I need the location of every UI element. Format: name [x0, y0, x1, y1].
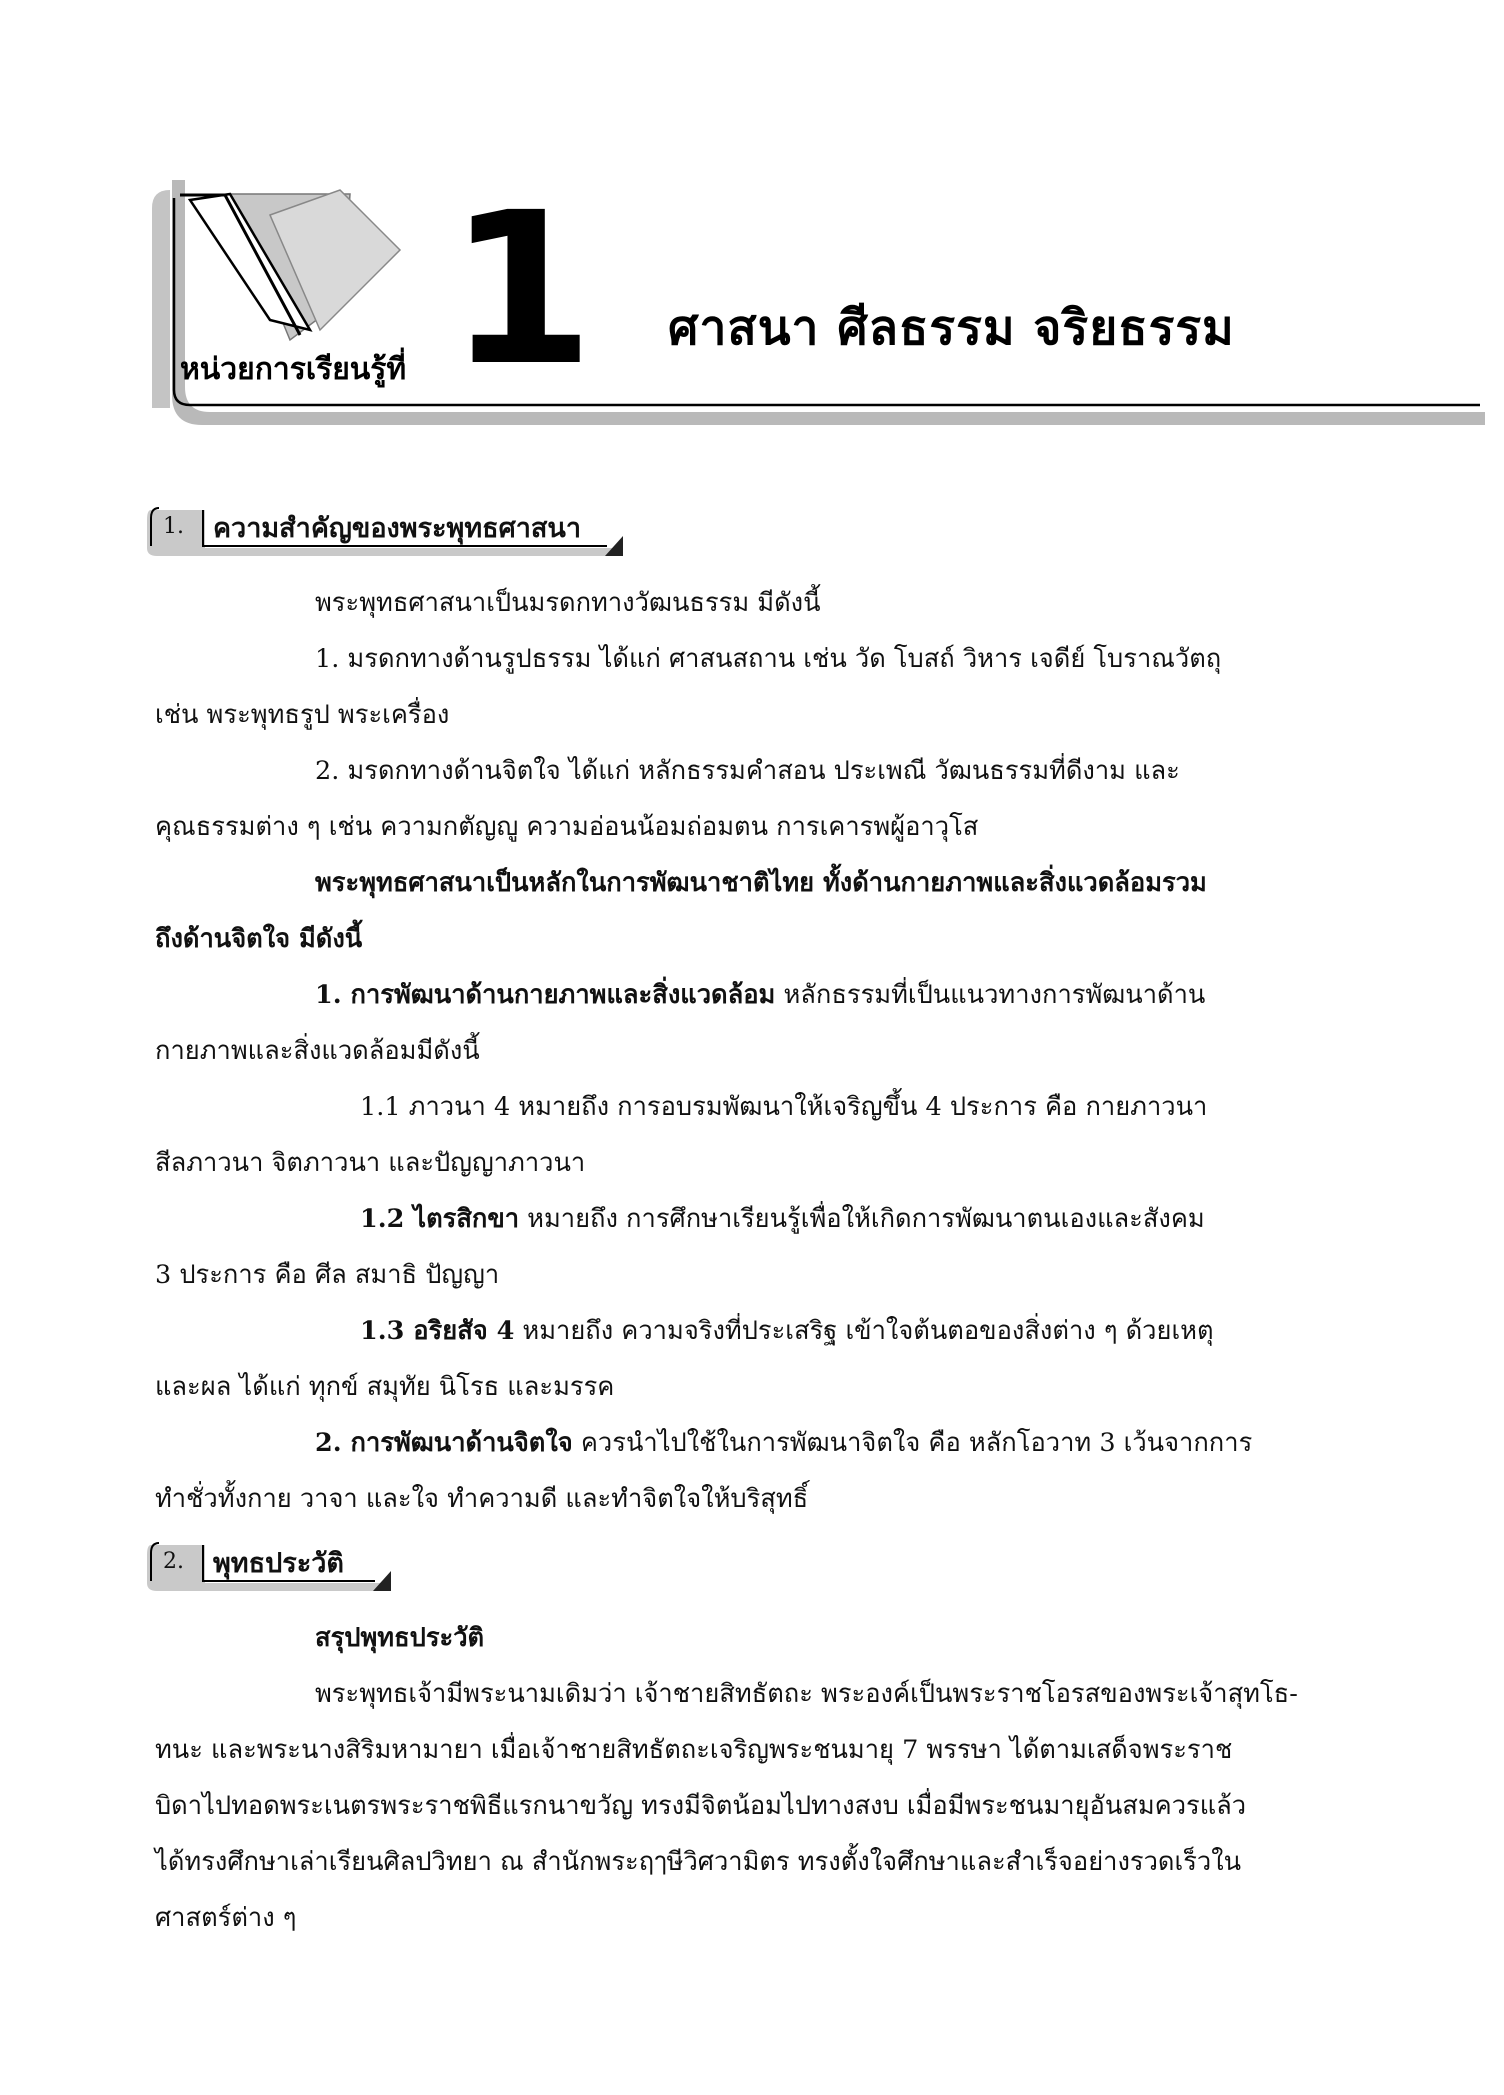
s1-sub1-2-text: หมายถึง การศึกษาเรียนรู้เพื่อให้เกิดการพัฒนาตนเองและสังคม [519, 1204, 1205, 1234]
s1-sub1-1-cont: สีลภาวนา จิตภาวนา และปัญญาภาวนา [155, 1148, 586, 1178]
s1-dev1-text: หลักธรรมที่เป็นแนวทางการพัฒนาด้าน [775, 980, 1206, 1010]
s1-dev1-cont: กายภาพและสิ่งแวดล้อมมีดังนี้ [155, 1036, 480, 1066]
chapter-label: หน่วยการเรียนรู้ที่ [180, 352, 407, 387]
s1-dev2 [155, 1415, 1330, 1471]
s1-sub1-3-text: หมายถึง ความจริงที่ประเสริฐ เข้าใจต้นตอของสิ่งต่าง ๆ ด้วยเหตุ [514, 1316, 1214, 1346]
s1-dev1 [155, 967, 1330, 1023]
section-1-number: 1. [163, 514, 184, 539]
s2-line4: ได้ทรงศึกษาเล่าเรียนศิลปวิทยา ณ สำนักพระฤๅษีวิศวามิตร ทรงตั้งใจศึกษาและสำเร็จอย่างรวดเร็วใน [155, 1847, 1242, 1877]
s1-dev2-cont: ทำชั่วทั้งกาย วาจา และใจ ทำความดี และทำจิตใจให้บริสุทธิ์ [155, 1484, 809, 1514]
s1-dev1-head: 1. การพัฒนาด้านกายภาพและสิ่งแวดล้อม [315, 980, 776, 1010]
s1-sub1-3-cont: และผล ได้แก่ ทุกข์ สมุทัย นิโรธ และมรรค [155, 1372, 615, 1402]
s1-item1: 1. มรดกทางด้านรูปธรรม ได้แก่ ศาสนสถาน เช่น วัด โบสถ์ วิหาร เจดีย์ โบราณวัตถุ [315, 644, 1222, 674]
s1-principle-cont: ถึงด้านจิตใจ มีดังนี้ [155, 924, 363, 954]
s2-line3: บิดาไปทอดพระเนตรพระราชพิธีแรกนาขวัญ ทรงมีจิตน้อมไปทางสงบ เมื่อมีพระชนมายุอันสมควรแล้ว [155, 1791, 1247, 1821]
s1-intro: พระพุทธศาสนาเป็นมรดกทางวัฒนธรรม มีดังนี้ [315, 588, 821, 618]
s1-sub1-1: 1.1 ภาวนา 4 หมายถึง การอบรมพัฒนาให้เจริญขึ้น 4 ประการ คือ กายภาวนา [360, 1092, 1208, 1122]
s1-dev2-text: ควรนำไปใช้ในการพัฒนาจิตใจ คือ หลักโอวาท 3 เว้นจากการ [572, 1428, 1253, 1458]
chapter-title: ศาสนา ศีลธรรม จริยธรรม [668, 300, 1235, 356]
s1-dev2-head: 2. การพัฒนาด้านจิตใจ [315, 1428, 573, 1458]
section-1-header [145, 500, 645, 560]
s1-principle: พระพุทธศาสนาเป็นหลักในการพัฒนาชาติไทย ทั้งด้านกายภาพและสิ่งแวดล้อมรวม [315, 868, 1207, 898]
s1-sub1-2 [155, 1191, 1330, 1247]
section-1-title: ความสำคัญของพระพุทธศาสนา [213, 513, 582, 544]
section-2-header [145, 1535, 405, 1595]
s1-item2-cont: คุณธรรมต่าง ๆ เช่น ความกตัญญู ความอ่อนน้อมถ่อมตน การเคารพผู้อาวุโส [155, 812, 979, 842]
s2-line1: พระพุทธเจ้ามีพระนามเดิมว่า เจ้าชายสิทธัตถะ พระองค์เป็นพระราชโอรสของพระเจ้าสุทโธ- [315, 1679, 1298, 1709]
s2-line5: ศาสตร์ต่าง ๆ [155, 1903, 297, 1933]
s1-sub1-3-head: 1.3 อริยสัจ 4 [360, 1316, 515, 1346]
section-2-body [155, 1610, 1330, 1946]
s2-subheading: สรุปพุทธประวัติ [315, 1623, 485, 1653]
section-2-title: พุทธประวัติ [213, 1548, 344, 1579]
section-2-number: 2. [163, 1549, 184, 1574]
s1-item1-cont: เช่น พระพุทธรูป พระเครื่อง [155, 700, 450, 730]
s1-sub1-2-cont: 3 ประการ คือ ศีล สมาธิ ปัญญา [155, 1260, 500, 1290]
chapter-number: 1 [448, 167, 595, 412]
s1-item2: 2. มรดกทางด้านจิตใจ ได้แก่ หลักธรรมคำสอน ประเพณี วัฒนธรรมที่ดีงาม และ [315, 756, 1180, 786]
section-1-body [155, 575, 1330, 1527]
s1-sub1-2-head: 1.2 ไตรสิกขา [360, 1204, 520, 1234]
s1-sub1-3 [155, 1303, 1330, 1359]
s2-line2: ทนะ และพระนางสิริมหามายา เมื่อเจ้าชายสิทธัตถะเจริญพระชนมายุ 7 พรรษา ได้ตามเสด็จพระราช [155, 1735, 1233, 1765]
